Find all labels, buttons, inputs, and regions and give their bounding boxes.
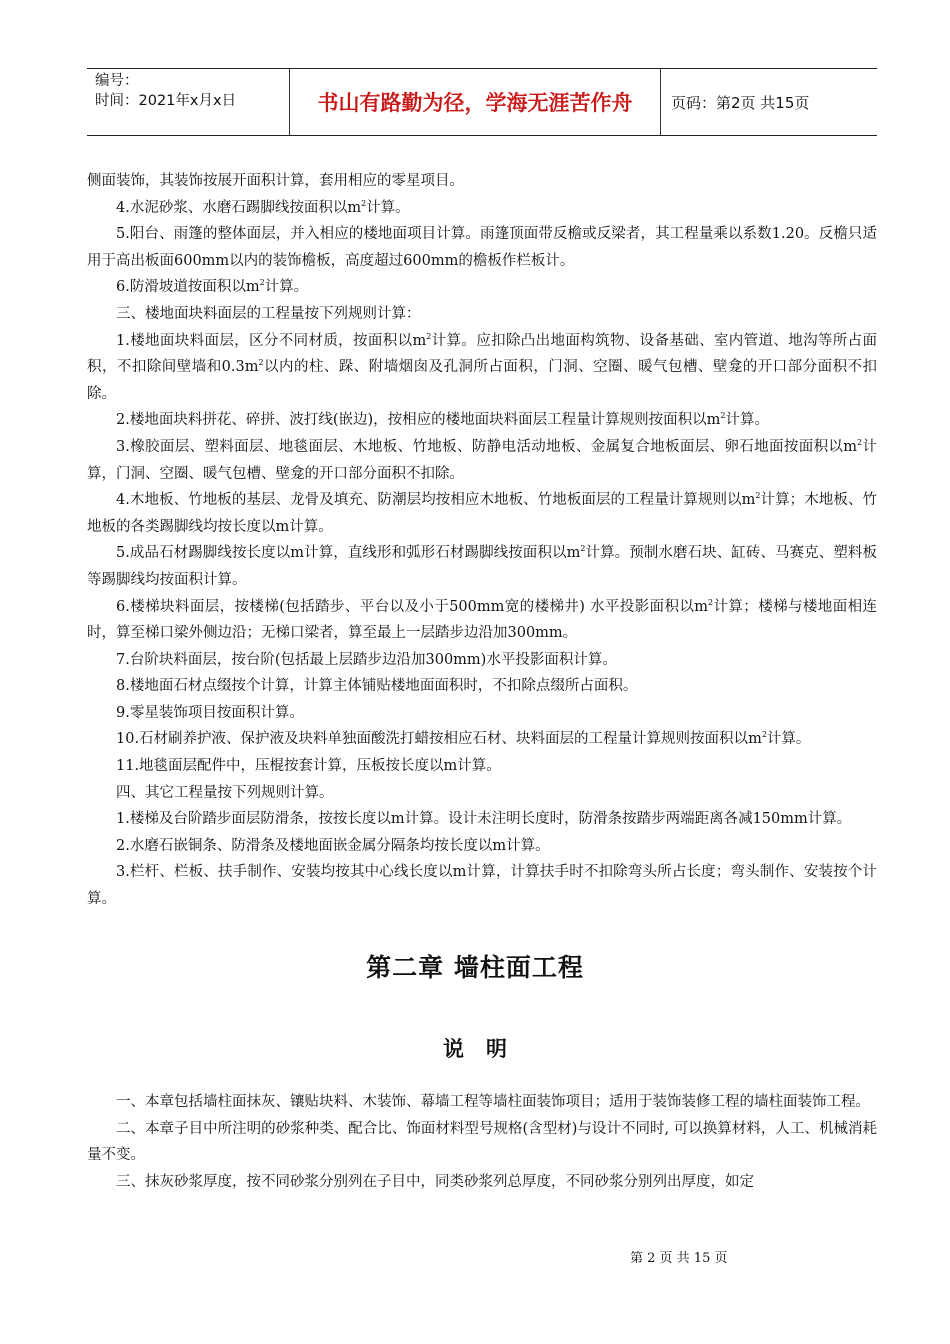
paragraph: 8.楼地面石材点缀按个计算，计算主体铺贴楼地面面积时，不扣除点缀所占面积。 bbox=[116, 678, 638, 695]
paragraph: 5.阳台、雨篷的整体面层，并入相应的楼地面项目计算。雨篷顶面带反檐或反梁者，其工程量乘以系数1.20。反檐只适用于高出板面600mm以内的装饰檐板，高度超过600mm的檐板作栏板计。 bbox=[87, 226, 877, 269]
paragraph: 侧面装饰，其装饰按展开面积计算，套用相应的零星项目。 bbox=[87, 173, 464, 189]
header-time: 时间：2021年x月x日 bbox=[95, 93, 237, 109]
paragraph: 10.石材刷养护液、保护液及块料单独面酸洗打蜡按相应石材、块料面层的工程量计算规则按面积以$m^2$计算。 bbox=[116, 730, 811, 748]
paragraph: 6.楼梯块料面层，按楼梯(包括踏步、平台以及小于500mm宽的楼梯井) 水平投影面积以$m^2$计算；楼梯与楼地面相连时，算至梯口梁外侧边沿；无梯口梁者，算至最上一层踏步边沿加300mm。 bbox=[87, 597, 877, 642]
body-text bbox=[87, 168, 877, 913]
paragraph: 6.防滑坡道按面积以$m^2$计算。 bbox=[116, 278, 309, 296]
page-header bbox=[87, 68, 877, 136]
paragraph: 四、其它工程量按下列规则计算。 bbox=[116, 784, 334, 801]
paragraph: 三、楼地面块料面层的工程量按下列规则计算： bbox=[116, 305, 421, 322]
paragraph: 2.水磨石嵌铜条、防滑条及楼地面嵌金属分隔条均按长度以m计算。 bbox=[116, 837, 550, 854]
header-number: 编号： bbox=[95, 73, 139, 89]
paragraph: 4.木地板、竹地板的基层、龙骨及填充、防潮层均按相应木地板、竹地板面层的工程量计算规则以$m^2$计算；木地板、竹地板的各类踢脚线均按长度以m计算。 bbox=[87, 491, 877, 535]
paragraph: 5.成品石材踢脚线按长度以m计算，直线形和弧形石材踢脚线按面积以$m^2$计算。预制水磨石块、缸砖、马赛克、塑料板等踢脚线均按面积计算。 bbox=[87, 544, 877, 588]
header-meta bbox=[87, 69, 289, 135]
paragraph: 3.橡胶面层、塑料面层、地毯面层、木地板、竹地板、防静电活动地板、金属复合地板面层、卵石地面按面积以$m^2$计算，门洞、空圈、暖气包槽、壁龛的开口部分面积不扣除。 bbox=[87, 437, 877, 482]
paragraph: 1.楼梯及台阶踏步面层防滑条，按按长度以m计算。设计未注明长度时，防滑条按踏步两端距离各减150mm计算。 bbox=[116, 811, 852, 828]
header-page: 页码：第2页 共15页 bbox=[671, 93, 810, 112]
paragraph: 11.地毯面层配件中，压棍按套计算，压板按长度以m计算。 bbox=[116, 758, 501, 775]
body-text-2 bbox=[87, 1089, 877, 1195]
paragraph: 4.水泥砂浆、水磨石踢脚线按面积以$m^2$计算。 bbox=[116, 198, 410, 216]
paragraph: 二、本章子目中所注明的砂浆种类、配合比、饰面材料型号规格(含型材)与设计不同时, 可以换算材料，人工、机械消耗量不变。 bbox=[87, 1120, 877, 1164]
paragraph: 三、抹灰砂浆厚度，按不同砂浆分别列在子目中，同类砂浆列总厚度，不同砂浆分别列出厚度，如定 bbox=[116, 1173, 754, 1190]
paragraph: 3.栏杆、栏板、扶手制作、安装均按其中心线长度以m计算，计算扶手时不扣除弯头所占长度；弯头制作、安装按个计算。 bbox=[87, 864, 877, 908]
paragraph: 一、本章包括墙柱面抹灰、镶贴块料、木装饰、幕墙工程等墙柱面装饰项目；适用于装饰装修工程的墙柱面装饰工程。 bbox=[116, 1094, 870, 1110]
page-footer: 第 2 页 共 15 页 bbox=[630, 1251, 728, 1266]
chapter-title: 第二章 墙柱面工程 bbox=[366, 953, 584, 982]
section-title: 说明 bbox=[443, 1037, 529, 1061]
paragraph: 1.楼地面块料面层，区分不同材质，按面积以$m^2$计算。应扣除凸出地面构筑物、设备基础、室内管道、地沟等所占面积，不扣除间壁墙和$0.3m^2$以内的柱、跺、附墙烟囱及孔洞所占面积，门洞、空圈、暖气包槽、壁龛的开口部分面积不扣除。 bbox=[87, 331, 877, 402]
header-motto: 书山有路勤为径，学海无涯苦作舟 bbox=[289, 69, 661, 135]
paragraph: 2.楼地面块料拼花、碎拼、波打线(嵌边)，按相应的楼地面块料面层工程量计算规则按面积以$m^2$计算。 bbox=[116, 411, 769, 429]
paragraph: 7.台阶块料面层，按台阶(包括最上层踏步边沿加300mm)水平投影面积计算。 bbox=[116, 651, 617, 668]
paragraph: 9.零星装饰项目按面积计算。 bbox=[116, 704, 304, 721]
